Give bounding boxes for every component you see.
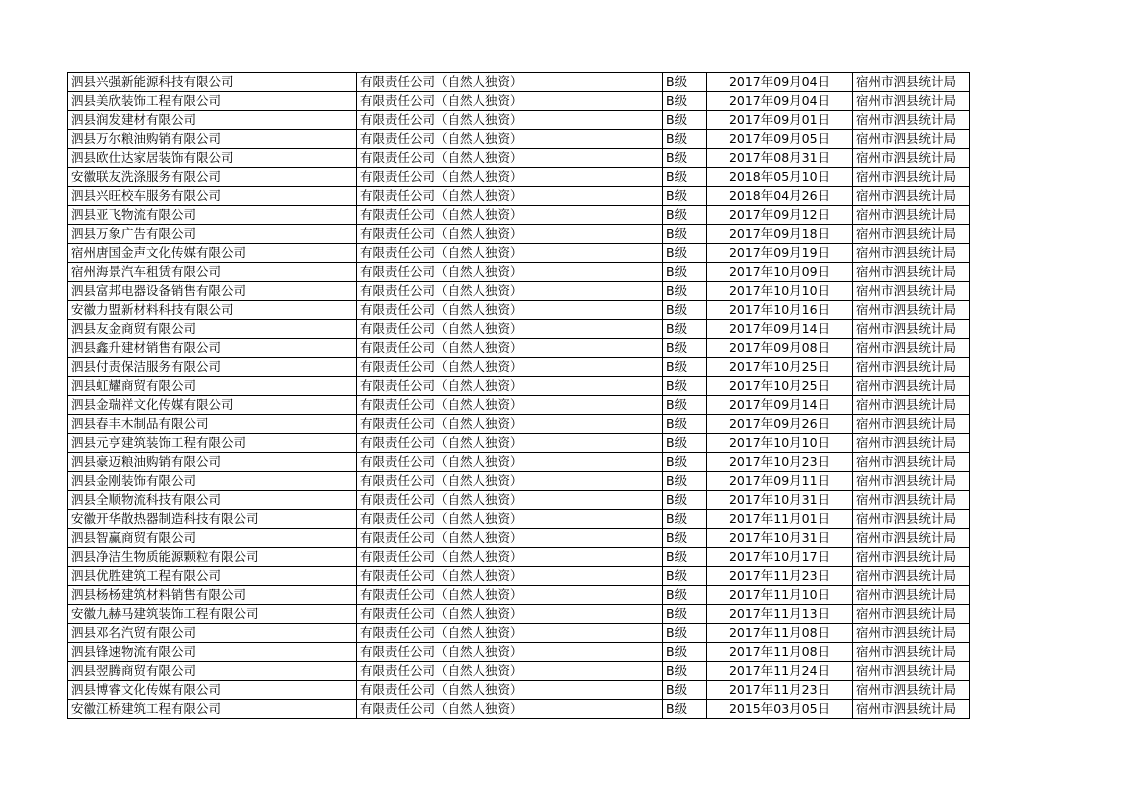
rating-date-cell: 2017年09月04日	[707, 73, 853, 92]
company-name-cell: 泗县润发建材有限公司	[68, 111, 357, 130]
credit-grade-cell: B级	[663, 225, 707, 244]
table-row	[68, 358, 970, 377]
rating-date-cell: 2017年10月17日	[707, 548, 853, 567]
table-row	[68, 225, 970, 244]
table-row	[68, 187, 970, 206]
authority-cell: 宿州市泗县统计局	[853, 377, 970, 396]
rating-date-cell: 2017年09月12日	[707, 206, 853, 225]
table-row	[68, 586, 970, 605]
credit-grade-cell: B级	[663, 434, 707, 453]
company-type-cell: 有限责任公司（自然人独资）	[357, 510, 663, 529]
table-row	[68, 681, 970, 700]
credit-grade-cell: B级	[663, 586, 707, 605]
table-row	[68, 168, 970, 187]
table-row	[68, 244, 970, 263]
company-type-cell: 有限责任公司（自然人独资）	[357, 396, 663, 415]
credit-grade-cell: B级	[663, 339, 707, 358]
company-name-cell: 安徽江桥建筑工程有限公司	[68, 700, 357, 719]
company-type-cell: 有限责任公司（自然人独资）	[357, 111, 663, 130]
company-name-cell: 安徽联友洗涤服务有限公司	[68, 168, 357, 187]
company-name-cell: 泗县兴强新能源科技有限公司	[68, 73, 357, 92]
company-name-cell: 泗县智赢商贸有限公司	[68, 529, 357, 548]
credit-grade-cell: B级	[663, 415, 707, 434]
company-name-cell: 泗县万象广告有限公司	[68, 225, 357, 244]
authority-cell: 宿州市泗县统计局	[853, 662, 970, 681]
authority-cell: 宿州市泗县统计局	[853, 643, 970, 662]
rating-date-cell: 2017年09月18日	[707, 225, 853, 244]
credit-grade-cell: B级	[663, 263, 707, 282]
authority-cell: 宿州市泗县统计局	[853, 491, 970, 510]
company-name-cell: 泗县富邦电器设备销售有限公司	[68, 282, 357, 301]
credit-grade-cell: B级	[663, 643, 707, 662]
rating-date-cell: 2017年10月10日	[707, 282, 853, 301]
company-type-cell: 有限责任公司（自然人独资）	[357, 586, 663, 605]
table-row	[68, 377, 970, 396]
company-name-cell: 泗县净洁生物质能源颗粒有限公司	[68, 548, 357, 567]
company-type-cell: 有限责任公司（自然人独资）	[357, 92, 663, 111]
company-name-cell: 泗县翌腾商贸有限公司	[68, 662, 357, 681]
company-type-cell: 有限责任公司（自然人独资）	[357, 244, 663, 263]
authority-cell: 宿州市泗县统计局	[853, 548, 970, 567]
company-type-cell: 有限责任公司（自然人独资）	[357, 263, 663, 282]
company-type-cell: 有限责任公司（自然人独资）	[357, 643, 663, 662]
company-type-cell: 有限责任公司（自然人独资）	[357, 415, 663, 434]
rating-date-cell: 2015年03月05日	[707, 700, 853, 719]
company-name-cell: 泗县亚飞物流有限公司	[68, 206, 357, 225]
rating-date-cell: 2017年10月10日	[707, 434, 853, 453]
authority-cell: 宿州市泗县统计局	[853, 206, 970, 225]
authority-cell: 宿州市泗县统计局	[853, 111, 970, 130]
table-row	[68, 567, 970, 586]
authority-cell: 宿州市泗县统计局	[853, 320, 970, 339]
authority-cell: 宿州市泗县统计局	[853, 92, 970, 111]
company-name-cell: 泗县杨杨建筑材料销售有限公司	[68, 586, 357, 605]
credit-grade-cell: B级	[663, 453, 707, 472]
company-type-cell: 有限责任公司（自然人独资）	[357, 548, 663, 567]
company-name-cell: 安徽开华散热器制造科技有限公司	[68, 510, 357, 529]
company-name-cell: 泗县全顺物流科技有限公司	[68, 491, 357, 510]
authority-cell: 宿州市泗县统计局	[853, 187, 970, 206]
rating-date-cell: 2017年09月05日	[707, 130, 853, 149]
rating-date-cell: 2017年11月24日	[707, 662, 853, 681]
company-type-cell: 有限责任公司（自然人独资）	[357, 662, 663, 681]
rating-date-cell: 2017年11月08日	[707, 643, 853, 662]
authority-cell: 宿州市泗县统计局	[853, 434, 970, 453]
table-row	[68, 111, 970, 130]
credit-grade-cell: B级	[663, 320, 707, 339]
credit-grade-cell: B级	[663, 301, 707, 320]
authority-cell: 宿州市泗县统计局	[853, 168, 970, 187]
credit-rating-table	[67, 72, 970, 719]
authority-cell: 宿州市泗县统计局	[853, 453, 970, 472]
rating-date-cell: 2017年09月04日	[707, 92, 853, 111]
table-row	[68, 149, 970, 168]
company-name-cell: 泗县美欣装饰工程有限公司	[68, 92, 357, 111]
company-name-cell: 泗县博睿文化传媒有限公司	[68, 681, 357, 700]
rating-date-cell: 2017年11月23日	[707, 681, 853, 700]
rating-date-cell: 2017年10月25日	[707, 358, 853, 377]
table-row	[68, 320, 970, 339]
table-row	[68, 453, 970, 472]
table-row	[68, 263, 970, 282]
authority-cell: 宿州市泗县统计局	[853, 339, 970, 358]
authority-cell: 宿州市泗县统计局	[853, 510, 970, 529]
authority-cell: 宿州市泗县统计局	[853, 567, 970, 586]
credit-grade-cell: B级	[663, 149, 707, 168]
rating-date-cell: 2017年09月26日	[707, 415, 853, 434]
rating-date-cell: 2017年10月31日	[707, 491, 853, 510]
credit-grade-cell: B级	[663, 700, 707, 719]
credit-grade-cell: B级	[663, 510, 707, 529]
credit-grade-cell: B级	[663, 567, 707, 586]
table-row	[68, 301, 970, 320]
authority-cell: 宿州市泗县统计局	[853, 130, 970, 149]
table-row	[68, 434, 970, 453]
authority-cell: 宿州市泗县统计局	[853, 282, 970, 301]
credit-grade-cell: B级	[663, 605, 707, 624]
credit-grade-cell: B级	[663, 624, 707, 643]
table-row	[68, 472, 970, 491]
rating-date-cell: 2017年11月08日	[707, 624, 853, 643]
authority-cell: 宿州市泗县统计局	[853, 586, 970, 605]
company-type-cell: 有限责任公司（自然人独资）	[357, 168, 663, 187]
company-name-cell: 泗县万尔粮油购销有限公司	[68, 130, 357, 149]
authority-cell: 宿州市泗县统计局	[853, 263, 970, 282]
company-name-cell: 泗县鑫升建材销售有限公司	[68, 339, 357, 358]
authority-cell: 宿州市泗县统计局	[853, 415, 970, 434]
table-body	[68, 73, 970, 719]
credit-grade-cell: B级	[663, 472, 707, 491]
company-name-cell: 泗县锋速物流有限公司	[68, 643, 357, 662]
company-type-cell: 有限责任公司（自然人独资）	[357, 301, 663, 320]
rating-date-cell: 2017年08月31日	[707, 149, 853, 168]
table-row	[68, 92, 970, 111]
rating-date-cell: 2017年11月13日	[707, 605, 853, 624]
company-type-cell: 有限责任公司（自然人独资）	[357, 434, 663, 453]
authority-cell: 宿州市泗县统计局	[853, 301, 970, 320]
credit-grade-cell: B级	[663, 529, 707, 548]
credit-grade-cell: B级	[663, 548, 707, 567]
company-type-cell: 有限责任公司（自然人独资）	[357, 187, 663, 206]
credit-grade-cell: B级	[663, 73, 707, 92]
credit-grade-cell: B级	[663, 282, 707, 301]
company-name-cell: 宿州海景汽车租赁有限公司	[68, 263, 357, 282]
rating-date-cell: 2017年09月14日	[707, 396, 853, 415]
authority-cell: 宿州市泗县统计局	[853, 605, 970, 624]
table-row	[68, 396, 970, 415]
company-name-cell: 泗县欧仕达家居装饰有限公司	[68, 149, 357, 168]
rating-date-cell: 2017年10月25日	[707, 377, 853, 396]
table-row	[68, 130, 970, 149]
rating-date-cell: 2017年11月01日	[707, 510, 853, 529]
credit-grade-cell: B级	[663, 130, 707, 149]
table-row	[68, 548, 970, 567]
credit-grade-cell: B级	[663, 187, 707, 206]
credit-grade-cell: B级	[663, 396, 707, 415]
table-row	[68, 491, 970, 510]
company-name-cell: 泗县金瑞祥文化传媒有限公司	[68, 396, 357, 415]
authority-cell: 宿州市泗县统计局	[853, 624, 970, 643]
company-type-cell: 有限责任公司（自然人独资）	[357, 453, 663, 472]
rating-date-cell: 2017年10月23日	[707, 453, 853, 472]
company-name-cell: 泗县元亨建筑装饰工程有限公司	[68, 434, 357, 453]
company-type-cell: 有限责任公司（自然人独资）	[357, 377, 663, 396]
company-type-cell: 有限责任公司（自然人独资）	[357, 320, 663, 339]
credit-grade-cell: B级	[663, 358, 707, 377]
company-type-cell: 有限责任公司（自然人独资）	[357, 225, 663, 244]
rating-date-cell: 2017年09月01日	[707, 111, 853, 130]
rating-date-cell: 2017年10月31日	[707, 529, 853, 548]
authority-cell: 宿州市泗县统计局	[853, 73, 970, 92]
credit-grade-cell: B级	[663, 681, 707, 700]
authority-cell: 宿州市泗县统计局	[853, 472, 970, 491]
company-name-cell: 泗县优胜建筑工程有限公司	[68, 567, 357, 586]
rating-date-cell: 2018年05月10日	[707, 168, 853, 187]
company-type-cell: 有限责任公司（自然人独资）	[357, 567, 663, 586]
table-row	[68, 605, 970, 624]
company-type-cell: 有限责任公司（自然人独资）	[357, 358, 663, 377]
table-row	[68, 73, 970, 92]
table-row	[68, 282, 970, 301]
company-type-cell: 有限责任公司（自然人独资）	[357, 681, 663, 700]
company-name-cell: 安徽九赫马建筑装饰工程有限公司	[68, 605, 357, 624]
company-type-cell: 有限责任公司（自然人独资）	[357, 472, 663, 491]
company-name-cell: 泗县邓名汽贸有限公司	[68, 624, 357, 643]
company-type-cell: 有限责任公司（自然人独资）	[357, 206, 663, 225]
company-type-cell: 有限责任公司（自然人独资）	[357, 700, 663, 719]
company-type-cell: 有限责任公司（自然人独资）	[357, 529, 663, 548]
company-type-cell: 有限责任公司（自然人独资）	[357, 149, 663, 168]
company-name-cell: 泗县虹耀商贸有限公司	[68, 377, 357, 396]
credit-grade-cell: B级	[663, 244, 707, 263]
authority-cell: 宿州市泗县统计局	[853, 149, 970, 168]
company-name-cell: 泗县金刚装饰有限公司	[68, 472, 357, 491]
credit-grade-cell: B级	[663, 92, 707, 111]
authority-cell: 宿州市泗县统计局	[853, 529, 970, 548]
company-name-cell: 泗县付责保洁服务有限公司	[68, 358, 357, 377]
company-name-cell: 宿州唐国金声文化传媒有限公司	[68, 244, 357, 263]
authority-cell: 宿州市泗县统计局	[853, 225, 970, 244]
credit-grade-cell: B级	[663, 377, 707, 396]
table-row	[68, 662, 970, 681]
rating-date-cell: 2017年09月19日	[707, 244, 853, 263]
table-row	[68, 624, 970, 643]
rating-date-cell: 2018年04月26日	[707, 187, 853, 206]
company-type-cell: 有限责任公司（自然人独资）	[357, 130, 663, 149]
authority-cell: 宿州市泗县统计局	[853, 358, 970, 377]
authority-cell: 宿州市泗县统计局	[853, 700, 970, 719]
table-row	[68, 415, 970, 434]
company-type-cell: 有限责任公司（自然人独资）	[357, 491, 663, 510]
rating-date-cell: 2017年11月23日	[707, 567, 853, 586]
credit-grade-cell: B级	[663, 491, 707, 510]
rating-date-cell: 2017年09月11日	[707, 472, 853, 491]
company-name-cell: 泗县友金商贸有限公司	[68, 320, 357, 339]
table-row	[68, 529, 970, 548]
authority-cell: 宿州市泗县统计局	[853, 681, 970, 700]
rating-date-cell: 2017年09月14日	[707, 320, 853, 339]
company-type-cell: 有限责任公司（自然人独资）	[357, 73, 663, 92]
credit-grade-cell: B级	[663, 111, 707, 130]
credit-grade-cell: B级	[663, 206, 707, 225]
company-type-cell: 有限责任公司（自然人独资）	[357, 282, 663, 301]
rating-date-cell: 2017年09月08日	[707, 339, 853, 358]
company-name-cell: 泗县兴旺校车服务有限公司	[68, 187, 357, 206]
company-name-cell: 泗县春丰木制品有限公司	[68, 415, 357, 434]
authority-cell: 宿州市泗县统计局	[853, 244, 970, 263]
company-name-cell: 泗县豪迈粮油购销有限公司	[68, 453, 357, 472]
table-row	[68, 510, 970, 529]
table-row	[68, 700, 970, 719]
company-type-cell: 有限责任公司（自然人独资）	[357, 339, 663, 358]
table-row	[68, 206, 970, 225]
credit-grade-cell: B级	[663, 168, 707, 187]
rating-date-cell: 2017年10月16日	[707, 301, 853, 320]
table-row	[68, 643, 970, 662]
table-row	[68, 339, 970, 358]
company-type-cell: 有限责任公司（自然人独资）	[357, 605, 663, 624]
rating-date-cell: 2017年10月09日	[707, 263, 853, 282]
company-type-cell: 有限责任公司（自然人独资）	[357, 624, 663, 643]
credit-grade-cell: B级	[663, 662, 707, 681]
authority-cell: 宿州市泗县统计局	[853, 396, 970, 415]
company-name-cell: 安徽力盟新材料科技有限公司	[68, 301, 357, 320]
rating-date-cell: 2017年11月10日	[707, 586, 853, 605]
